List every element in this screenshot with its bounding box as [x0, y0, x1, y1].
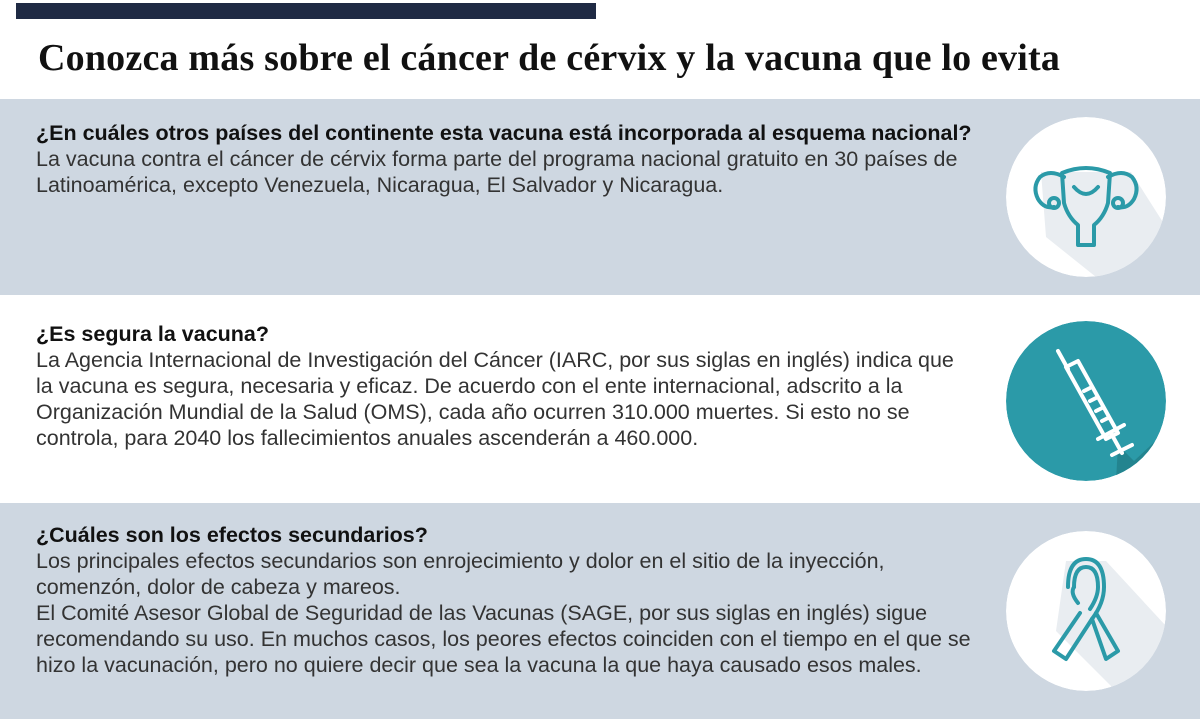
- top-accent-bar: [16, 3, 596, 19]
- faq-answer: La Agencia Internacional de Investigación del Cáncer (IARC, por sus siglas en inglés) indica que la vacuna es segura, necesaria y eficaz. De acuerdo con el ente internacional, adscrito a la Organización Mundial de la Salud (OMS), cada año ocurren 310.000 muertes. Si esto no se controla, para 2040 los fallecimientos anuales ascenderán a 460.000.: [36, 348, 954, 450]
- faq-text: [36, 120, 976, 198]
- faq-text: [36, 522, 976, 678]
- faq-text: [36, 321, 976, 451]
- faq-question: ¿En cuáles otros países del continente esta vacuna está incorporada al esquema nacional?: [36, 121, 972, 145]
- faq-question: ¿Es segura la vacuna?: [36, 322, 270, 346]
- faq-section-countries: [0, 99, 1200, 295]
- faq-question: ¿Cuáles son los efectos secundarios?: [36, 523, 428, 547]
- syringe-icon: [1006, 321, 1166, 481]
- uterus-icon: [1006, 117, 1166, 277]
- faq-section-side-effects: [0, 503, 1200, 719]
- faq-section-safety: [0, 296, 1200, 502]
- awareness-ribbon-icon: [1006, 531, 1166, 691]
- faq-answer: Los principales efectos secundarios son enrojecimiento y dolor en el sitio de la inyección, comenzón, dolor de cabeza y mareos. El Comité Asesor Global de Seguridad de las Vacunas (SAGE, por sus siglas en inglés) sigue recomendando su uso. En muchos casos, los peores efectos coinciden con el tiempo en el que se hizo la vacunación, pero no quiere decir que sea la vacuna la que haya causado esos males.: [36, 549, 971, 677]
- faq-answer: La vacuna contra el cáncer de cérvix forma parte del programa nacional gratuito en 30 países de Latinoamérica, excepto Venezuela, Nicaragua, El Salvador y Nicaragua.: [36, 147, 958, 197]
- page-title: Conozca más sobre el cáncer de cérvix y la vacuna que lo evita: [38, 37, 1061, 79]
